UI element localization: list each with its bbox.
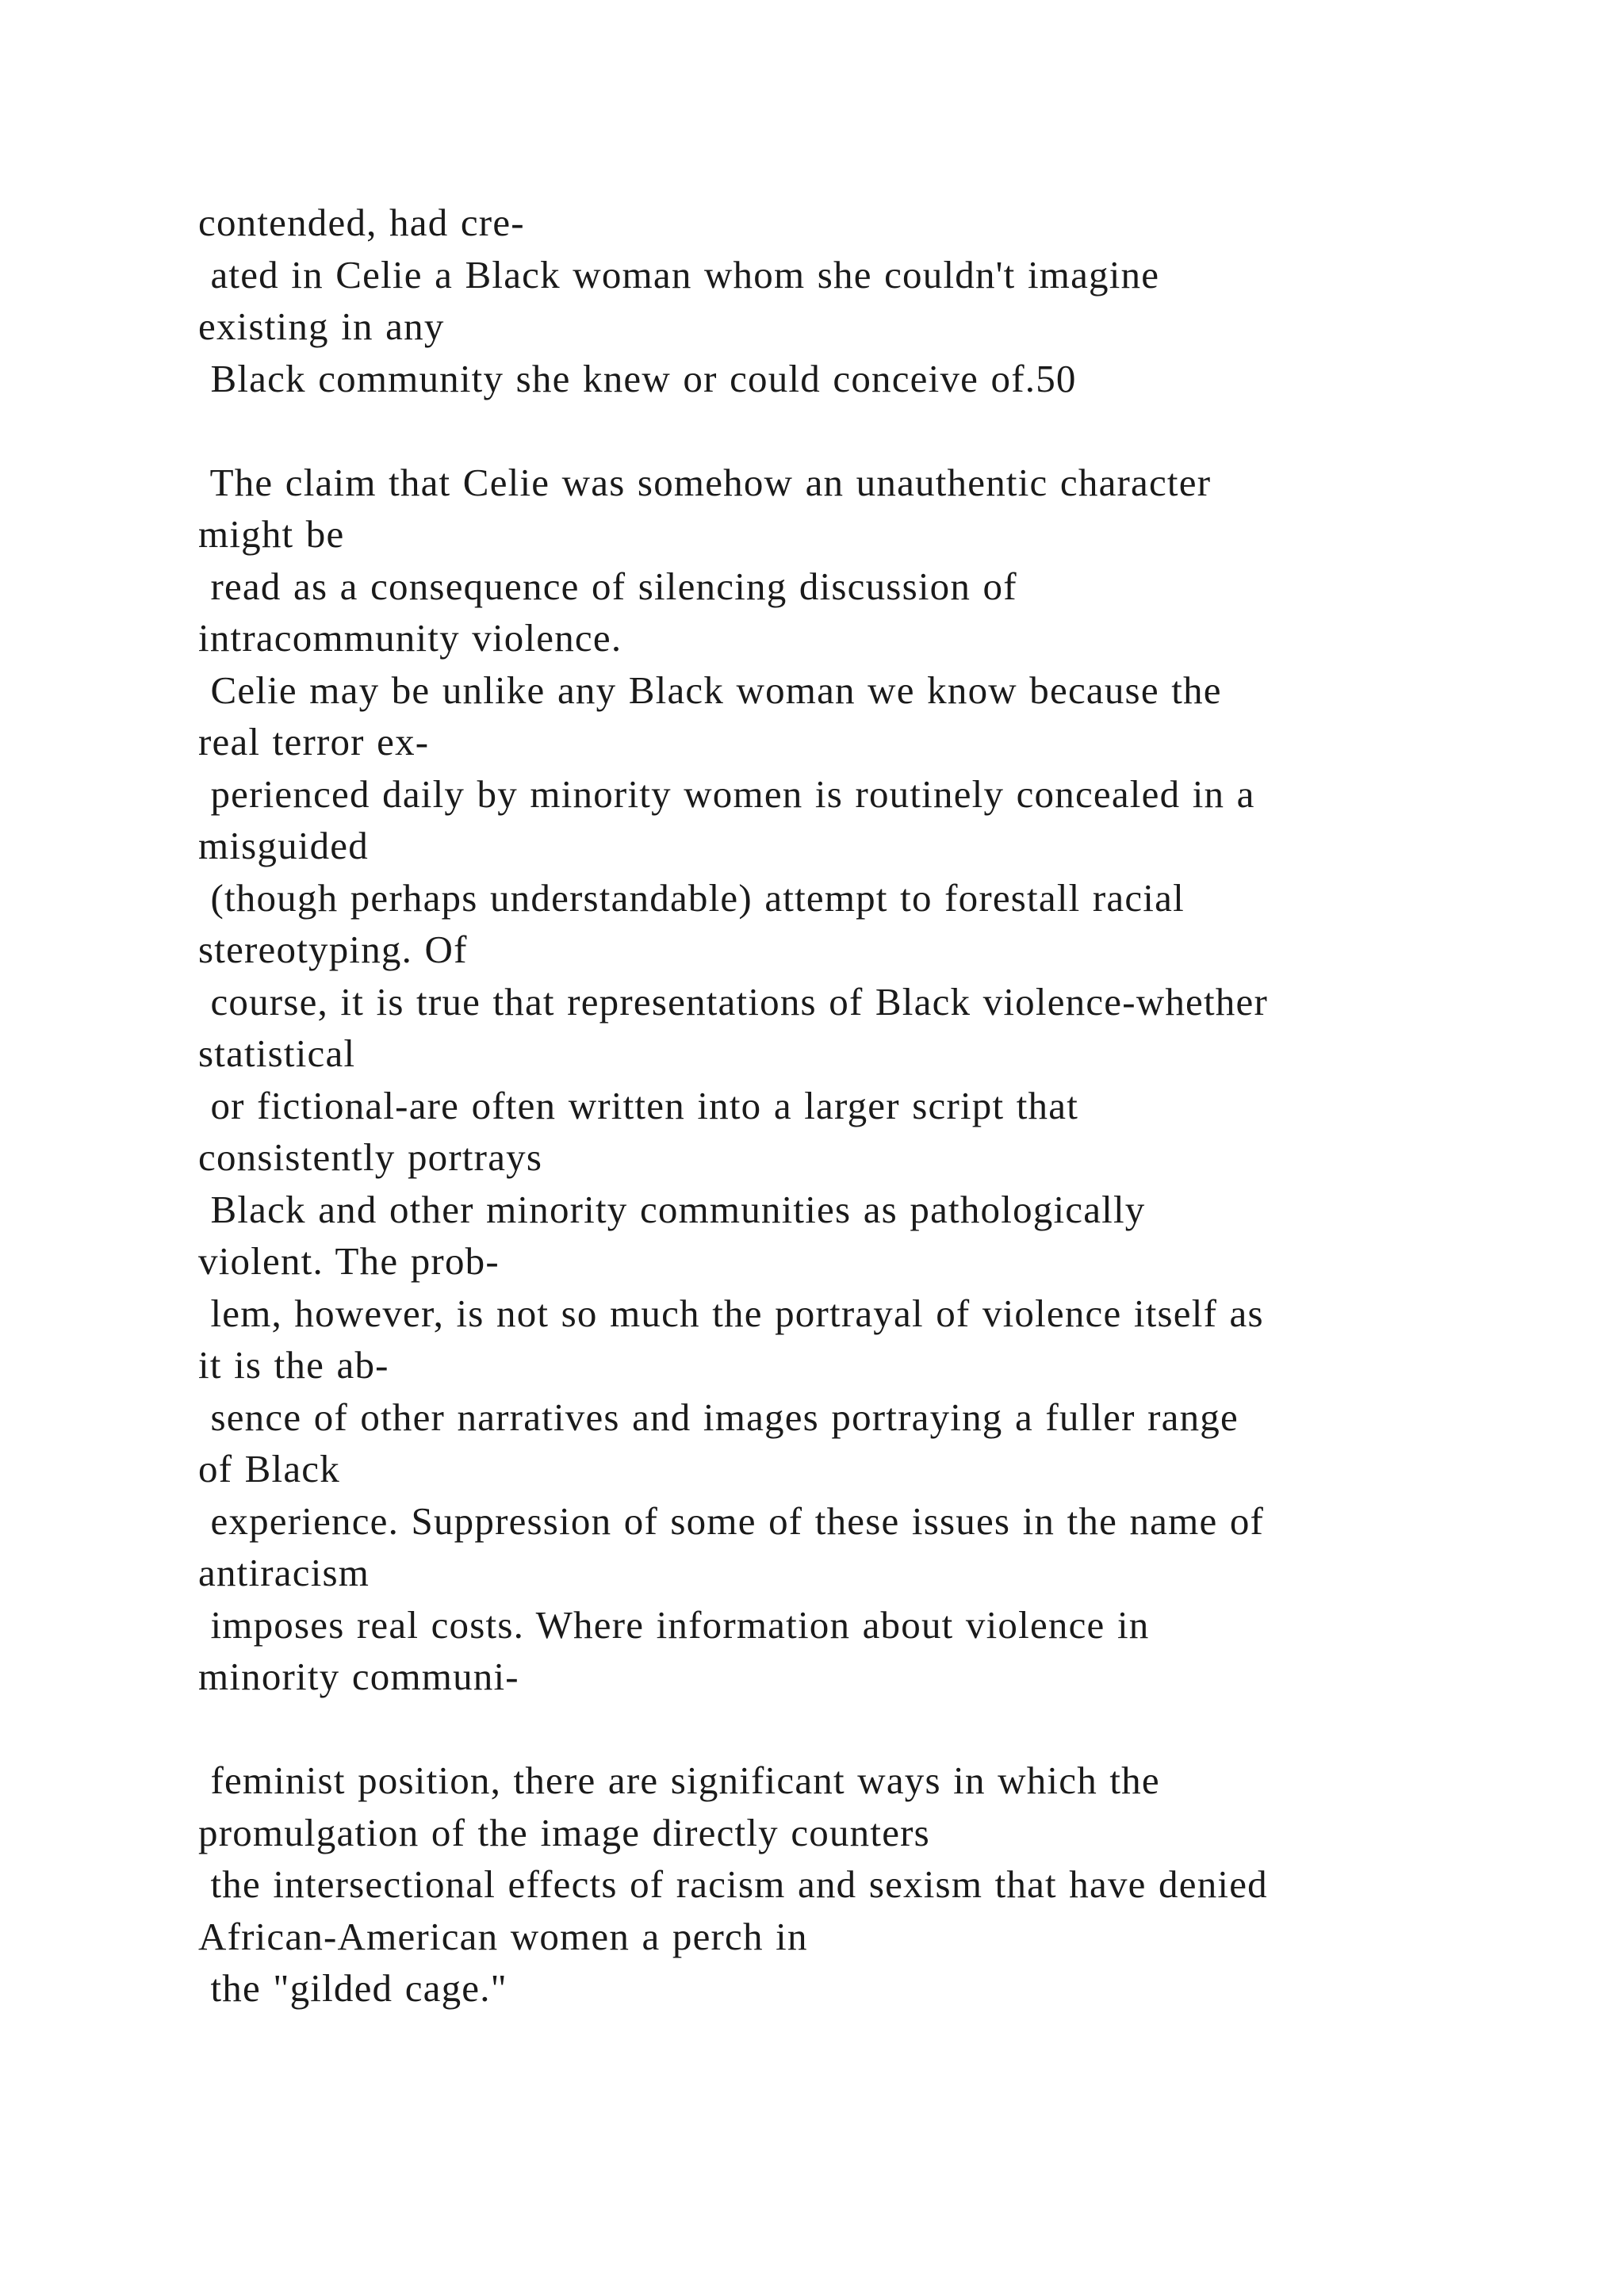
- text-line: perienced daily by minority women is routinely concealed in a: [198, 771, 1255, 816]
- text-line: violent. The prob-: [198, 1239, 500, 1283]
- text-line: consistently portrays: [198, 1135, 543, 1179]
- text-line: African-American women a perch in: [198, 1914, 808, 1958]
- body-text: [198, 197, 1562, 2015]
- text-line: sence of other narratives and images portraying a fuller range: [198, 1395, 1239, 1439]
- text-line: might be: [198, 512, 345, 556]
- text-line: of Black: [198, 1447, 340, 1490]
- text-line: stereotyping. Of: [198, 928, 468, 971]
- text-line: imposes real costs. Where information about violence in: [198, 1602, 1150, 1647]
- text-line: misguided: [198, 824, 369, 867]
- text-line: (though perhaps understandable) attempt to forestall racial: [198, 875, 1185, 920]
- text-line: existing in any: [198, 304, 445, 348]
- text-line: promulgation of the image directly counters: [198, 1810, 930, 1854]
- text-line: lem, however, is not so much the portrayal of violence itself as: [198, 1291, 1264, 1335]
- text-line: course, it is true that representations of Black violence-whether: [198, 979, 1268, 1024]
- text-line: Celie may be unlike any Black woman we know because the: [198, 668, 1222, 712]
- paragraph-break: [198, 404, 1562, 457]
- text-line: real terror ex-: [198, 720, 430, 763]
- text-line: experience. Suppression of some of these issues in the name of: [198, 1498, 1265, 1543]
- text-line: minority communi-: [198, 1655, 519, 1698]
- text-line: or fictional-are often written into a larger script that: [198, 1083, 1079, 1127]
- text-line: Black community she knew or could conceive of.50: [198, 356, 1077, 400]
- text-line: antiracism: [198, 1551, 370, 1594]
- text-line: statistical: [198, 1031, 356, 1075]
- text-line: contended, had cre-: [198, 201, 525, 244]
- text-line: The claim that Celie was somehow an unauthentic character: [198, 460, 1212, 504]
- text-line: it is the ab-: [198, 1343, 389, 1387]
- text-line: Black and other minority communities as pathologically: [198, 1187, 1146, 1231]
- text-line: intracommunity violence.: [198, 616, 622, 660]
- text-line: the intersectional effects of racism and sexism that have denied: [198, 1862, 1268, 1906]
- text-line: ated in Celie a Black woman whom she couldn't imagine: [198, 252, 1160, 297]
- paragraph-break: [198, 1703, 1562, 1755]
- text-line: the "gilded cage.": [198, 1966, 508, 2010]
- text-line: feminist position, there are significant ways in which the: [198, 1758, 1160, 1802]
- text-line: read as a consequence of silencing discussion of: [198, 564, 1017, 608]
